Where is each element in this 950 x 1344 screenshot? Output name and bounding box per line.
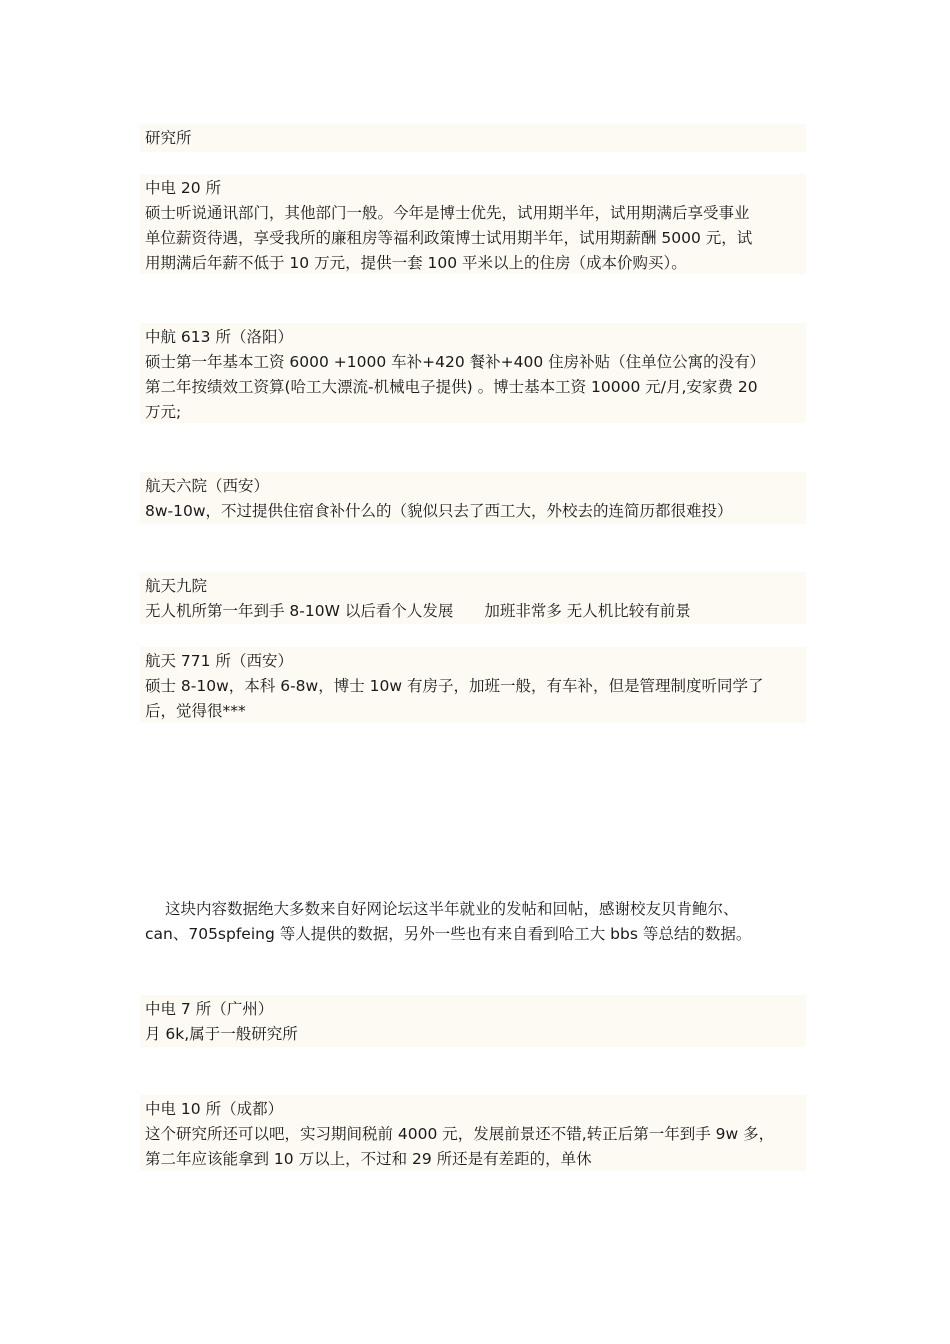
section-title: 航天九院 — [145, 577, 208, 595]
section-line: 硕士第一年基本工资 6000 +1000 车补+420 餐补+400 住房补贴（住单位公寓的没有） — [145, 353, 766, 371]
section-line: 无人机所第一年到手 8-10W 以后看个人发展 加班非常多 无人机比较有前景 — [145, 602, 691, 620]
note-line: can、705spfeing 等人提供的数据，另外一些也有来自看到哈工大 bbs 等总结的数据。 — [145, 925, 752, 943]
section-title: 航天 771 所（西安） — [145, 652, 293, 670]
section-line: 用期满后年薪不低于 10 万元，提供一套 100 平米以上的住房（成本价购买）。 — [145, 254, 687, 272]
section-line: 单位薪资待遇，享受我所的廉租房等福利政策博士试用期半年，试用期薪酬 5000 元，试 — [145, 229, 753, 247]
heading-band — [140, 124, 806, 152]
section-title: 航天六院（西安） — [145, 477, 270, 495]
note-line: 这块内容数据绝大多数来自好网论坛这半年就业的发帖和回帖，感谢校友贝肯鲍尔、 — [165, 900, 739, 918]
section-title: 中航 613 所（洛阳） — [145, 328, 293, 346]
section-line: 月 6k,属于一般研究所 — [145, 1025, 298, 1043]
section-line: 后，觉得很*** — [145, 702, 246, 720]
section-line: 第二年应该能拿到 10 万以上，不过和 29 所还是有差距的，单休 — [145, 1150, 592, 1168]
section-line: 硕士 8-10w，本科 6-8w，博士 10w 有房子，加班一般，有车补，但是管理制度听同学了 — [145, 677, 764, 695]
section-title: 中电 10 所（成都） — [145, 1100, 284, 1118]
section-line: 8w-10w，不过提供住宿食补什么的（貌似只去了西工大，外校去的连简历都很难投） — [145, 502, 733, 520]
section-title: 中电 20 所 — [145, 179, 222, 197]
page-title: 研究所 — [145, 129, 192, 147]
section-line: 硕士听说通讯部门，其他部门一般。今年是博士优先，试用期半年，试用期满后享受事业 — [145, 204, 750, 222]
section-line: 第二年按绩效工资算(哈工大漂流-机械电子提供) 。博士基本工资 10000 元/月,安家费 20 — [145, 378, 758, 396]
section-line: 这个研究所还可以吧，实习期间税前 4000 元，发展前景还不错,转正后第一年到手 9w 多， — [145, 1125, 775, 1143]
section-line: 万元; — [145, 403, 182, 421]
section-title: 中电 7 所（广州） — [145, 1000, 274, 1018]
